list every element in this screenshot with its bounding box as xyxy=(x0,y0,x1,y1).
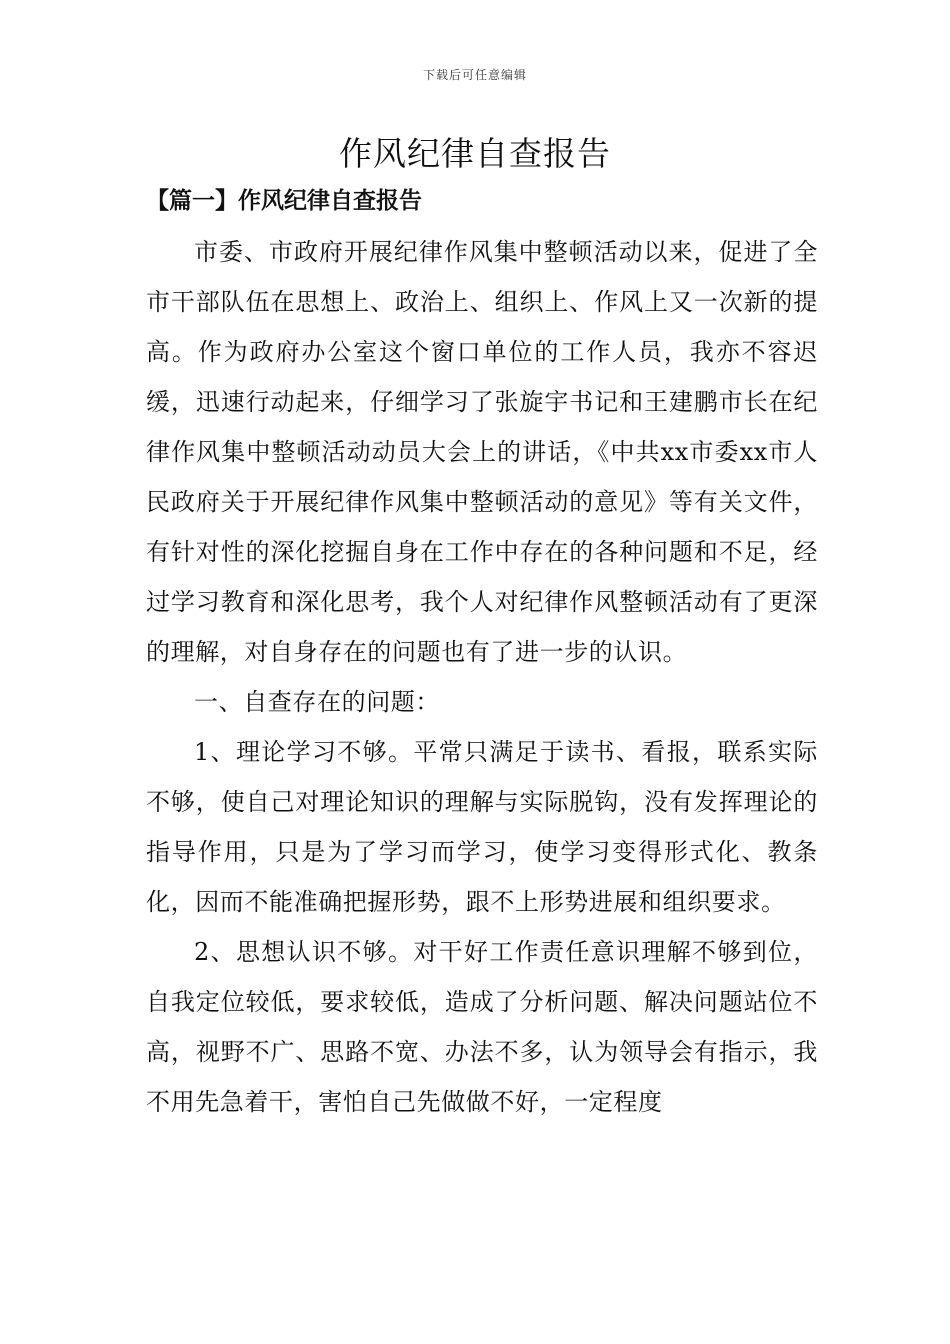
header-note: 下载后可任意编辑 xyxy=(422,68,527,82)
paragraph-item-1: 1、理论学习不够。平常只满足于读书、看报，联系实际不够，使自己对理论知识的理解与实际脱钩，没有发挥理论的指导作用，只是为了学习而学习，使学习变得形式化、教条化，因而不能准确把握形势，跟不上形势进展和组织要求。 xyxy=(146,738,818,916)
paragraph-intro: 市委、市政府开展纪律作风集中整顿活动以来，促进了全市干部队伍在思想上、政治上、组织上、作风上又一次新的提高。作为政府办公室这个窗口单位的工作人员，我亦不容迟缓，迅速行动起来，仔细学习了张旋宇书记和王建鹏市长在纪律作风集中整顿活动动员大会上的讲话，《中共xx市委xx市人民政府关于开展纪律作风集中整顿活动的意见》等有关文件，有针对性的深化挖掘自身在工作中存在的各种问题和不足，经过学习教育和深化思考，我个人对纪律作风整顿活动有了更深的理解，对自身存在的问题也有了进一步的认识。 xyxy=(146,238,818,666)
section-heading: 【篇一】作风纪律自查报告 xyxy=(146,187,422,214)
document-title: 作风纪律自查报告 xyxy=(339,134,611,173)
paragraph-item-2: 2、思想认识不够。对干好工作责任意识理解不够到位，自我定位较低，要求较低，造成了分析问题、解决问题站位不高，视野不广、思路不宽、办法不多，认为领导会有指示，我不用先急着干，害怕自己先做做不好，一定程度 xyxy=(146,938,818,1116)
paragraph-heading-problems: 一、自查存在的问题： xyxy=(194,688,440,716)
document-body xyxy=(146,227,818,1127)
